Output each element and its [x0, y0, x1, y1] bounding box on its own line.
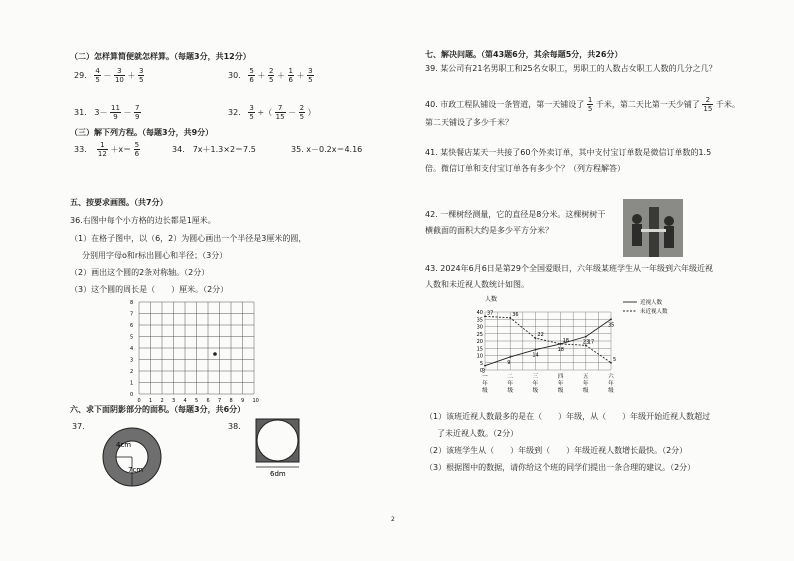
chart-data-label: 18 — [557, 346, 564, 353]
side-label: 6dm — [270, 470, 286, 478]
denominator: 9 — [113, 113, 118, 121]
question-33 — [74, 141, 140, 158]
fraction — [114, 67, 125, 84]
fraction — [138, 67, 144, 84]
grid-x-label: 5 — [195, 398, 199, 404]
chart-x-tick-label: 年 — [507, 381, 513, 387]
grid-y-labels — [130, 300, 133, 398]
question-29 — [74, 67, 144, 84]
denominator: 6 — [288, 76, 293, 84]
q40-text: 千米，第二天比第一天少铺了 — [595, 100, 700, 109]
fraction — [288, 67, 294, 84]
numerator: 3 — [138, 67, 144, 75]
legend-label: 未近视人数 — [640, 309, 668, 315]
grid-y-label: 4 — [130, 346, 134, 352]
chart-data-label: 35 — [608, 322, 615, 329]
grid-x-label: 4 — [183, 398, 187, 404]
q32-number: 32. — [228, 108, 241, 117]
chart-x-tick-label: 三 — [532, 374, 539, 380]
chart-x-tick-label: 级 — [507, 388, 513, 394]
question-36-part-1-cont: 分别用字母o和r标出圆心和半径；（3分） — [82, 251, 228, 260]
denominator: 15 — [703, 105, 713, 113]
chart-data-label: 37 — [487, 310, 494, 317]
chart-x-tick-label: 年 — [532, 381, 539, 387]
operator: ＋ — [276, 71, 285, 80]
question-32 — [228, 104, 316, 121]
question-43: 43. 2024年6月6日是第29个全国爱眼日，六年级某班学生从一年级到六年级近视 — [425, 264, 713, 273]
chart-data-label: 22 — [537, 332, 544, 339]
section-2-title: （二）怎样算简便就怎样算。（每题3分，共12分） — [70, 52, 251, 61]
chart-data-label: 18 — [562, 337, 569, 344]
fraction — [307, 67, 313, 84]
chart-data-label: 17 — [587, 339, 595, 346]
chart-point — [535, 349, 537, 351]
grid-y-label: 7 — [130, 311, 134, 318]
fraction — [134, 141, 140, 158]
operator: ） — [307, 108, 316, 117]
denominator: 5 — [249, 113, 254, 121]
question-42: 42. 一棵树经测量，它的直径是8分米。这棵树树干 — [425, 210, 606, 219]
fraction — [275, 104, 286, 121]
chart-point — [484, 365, 486, 367]
numerator: 1 — [587, 96, 593, 104]
question-40 — [425, 96, 740, 113]
numerator: 7 — [275, 104, 286, 113]
numerator: 11 — [111, 104, 120, 112]
denominator: 12 — [97, 150, 107, 158]
chart-x-tick-label: 五 — [583, 374, 589, 380]
q29-number: 29. — [74, 71, 87, 80]
chart-y-title: 人数 — [485, 296, 498, 303]
legend-label: 近视人数 — [640, 300, 663, 306]
numerator: 7 — [135, 104, 140, 112]
operator: － — [103, 71, 112, 80]
right-page — [391, 0, 794, 561]
denominator: 5 — [138, 76, 144, 84]
chart-point — [560, 343, 562, 345]
fraction — [134, 104, 140, 121]
chart-x-tick-label: 年 — [583, 381, 589, 387]
numerator: 3 — [249, 104, 254, 112]
chart-x-tick-label: 级 — [608, 388, 614, 394]
grid-y-label: 0 — [130, 392, 134, 398]
denominator: 5 — [308, 76, 313, 84]
question-34: 34. 7x＋1.3×2＝7.5 — [172, 145, 256, 154]
numerator: 5 — [249, 67, 254, 75]
grid-y-label: 1 — [130, 380, 134, 387]
fraction — [110, 104, 121, 121]
chart-x-tick-label: 年 — [557, 381, 564, 387]
grid-x-labels — [138, 398, 259, 404]
chart-y-tick-label: 25 — [476, 331, 483, 338]
square-circle-figure — [255, 418, 300, 478]
question-36-part-1: （1）在格子图中，以（6，2）为圆心画出一个半径是3厘米的圆， — [70, 234, 307, 243]
chart-point — [585, 336, 587, 338]
fraction — [248, 67, 254, 84]
numerator: 2 — [702, 96, 713, 105]
chart-x-tick-label: 级 — [482, 388, 488, 394]
chart-y-tick-label: 20 — [476, 339, 483, 345]
chart-x-tick-label: 级 — [583, 388, 589, 394]
denominator: 5 — [299, 113, 305, 121]
chart-y-tick-label: 5 — [479, 360, 483, 367]
chart-x-tick-label: 级 — [532, 388, 539, 394]
question-43-cont: 人数和未近视人数统计如图。 — [425, 280, 529, 289]
chart-y-tick-label: 10 — [476, 353, 483, 360]
denominator: 5 — [95, 76, 100, 84]
chart-x-tick-label: 一 — [482, 374, 488, 380]
fraction — [94, 67, 100, 84]
chart-y-tick-label: 0 — [479, 368, 483, 374]
chart-x-tick-label: 四 — [557, 374, 564, 380]
section-6-title: 六、求下面阴影部分的面积。（每题3分，共6分） — [70, 405, 246, 414]
question-37: 37. — [72, 422, 85, 431]
denominator: 9 — [135, 113, 140, 121]
grid-y-label: 5 — [130, 334, 134, 341]
q40-text: 40. 市政工程队铺设一条管道，第一天铺设了 — [425, 100, 585, 109]
grid-x-label: 8 — [229, 398, 233, 404]
grid-y-label: 2 — [130, 369, 134, 375]
q33-number: 33. — [74, 145, 87, 154]
coordinate-grid — [126, 300, 264, 406]
chart-point — [610, 318, 612, 320]
chart-y-ticks — [476, 310, 486, 375]
numerator: 4 — [95, 67, 100, 75]
question-31 — [74, 104, 141, 121]
grid-y-label: 6 — [130, 323, 134, 329]
denominator: 6 — [134, 150, 140, 158]
grid-x-label: 6 — [206, 398, 210, 404]
page-number: 2 — [391, 516, 395, 523]
grid-x-label: 0 — [137, 398, 141, 404]
question-36: 36.右图中每个小方格的边长都是1厘米。 — [70, 216, 216, 225]
q31-number: 31. — [74, 108, 87, 117]
operand: ＋x＝ — [110, 145, 132, 154]
fraction — [248, 104, 254, 121]
question-41-cont: 倍。微信订单和支付宝订单各有多少个？（列方程解答） — [425, 164, 625, 173]
chart-x-tick-label: 年 — [608, 381, 614, 387]
numerator: 3 — [114, 67, 125, 76]
annulus-figure — [100, 425, 164, 489]
grid-x-label: 3 — [172, 398, 176, 404]
chart-x-tick-label: 六 — [608, 374, 614, 380]
question-43-part-2: （2）该班学生从（ ）年级到（ ）年级近视人数增长最快。（2分） — [425, 446, 688, 455]
question-36-part-2: （2）画出这个圆的2条对称轴。（2分） — [70, 268, 210, 277]
chart-data-label: 23 — [582, 339, 590, 346]
grid-x-label: 7 — [218, 398, 222, 404]
grid-y-label: 3 — [130, 357, 134, 364]
operator: ＋ — [127, 71, 136, 80]
fraction — [587, 96, 593, 113]
chart-y-tick-label: 40 — [476, 310, 483, 316]
denominator: 5 — [587, 105, 593, 113]
question-38: 38. — [228, 422, 241, 431]
section-7-title: 七、解决问题。（第43题6分，其余每题5分，共26分） — [425, 50, 623, 59]
question-42-cont: 横截面的面积大约是多少平方分米？ — [425, 226, 553, 235]
inscribed-circle — [257, 420, 298, 461]
chart-data-label: 14 — [532, 352, 539, 359]
chart-x-ticks — [482, 372, 614, 394]
outer-radius-label: 7cm — [128, 466, 144, 474]
question-30 — [228, 67, 314, 84]
chart-x-tick-label: 二 — [507, 374, 513, 380]
question-43-part-1-cont: 了未近视人数。（2分） — [437, 429, 519, 438]
grid-x-label: 9 — [241, 398, 245, 404]
chart-point — [610, 362, 612, 364]
numerator: 2 — [268, 67, 274, 75]
chart-data-label: 3 — [482, 368, 486, 375]
numerator: 5 — [134, 141, 140, 149]
denominator: 15 — [275, 113, 285, 121]
numerator: 2 — [299, 104, 305, 112]
operator: ÷（ — [257, 108, 273, 117]
question-36-part-3: （3）这个圆的周长是（ ）厘米。（2分） — [70, 285, 229, 294]
grid-x-label: 2 — [160, 398, 164, 404]
chart-data-label: 5 — [613, 356, 617, 363]
numerator: 1 — [288, 67, 293, 75]
grid-x-label: 10 — [252, 398, 259, 404]
grid-y-label: 8 — [130, 300, 134, 306]
chart-point — [509, 317, 511, 319]
question-43-part-1: （1）该班近视人数最多的是在（ ）年级，从（ ）年级开始近视人数超过 — [425, 412, 711, 421]
operator: － — [288, 108, 297, 117]
grid-x-label: 1 — [149, 398, 153, 404]
fraction — [268, 67, 274, 84]
fraction — [702, 96, 713, 113]
q30-number: 30. — [228, 71, 241, 80]
tree-measurement-photo — [623, 199, 683, 257]
grid-center-dot — [213, 352, 217, 356]
question-43-part-3: （3）根据图中的数据，请你给这个班的同学们提出一条合理的建议。（2分） — [425, 463, 696, 472]
numerator: 3 — [308, 67, 313, 75]
operand: 3－ — [94, 108, 108, 117]
inner-radius-label: 4cm — [116, 441, 132, 449]
q40-text: 千米。 — [715, 100, 740, 109]
chart-legend — [623, 298, 668, 315]
numerator: 1 — [97, 141, 108, 150]
question-40-cont: 第二天铺设了多少千米？ — [425, 118, 513, 127]
chart-x-tick-label: 年 — [482, 381, 488, 387]
section-5-title: 五、按要求画图。（共7分） — [70, 198, 168, 207]
operator: － — [123, 108, 132, 117]
chart-y-tick-label: 30 — [476, 324, 483, 331]
myopia-line-chart — [457, 294, 707, 408]
section-3-title: （三）解下列方程。（每题3分，共9分） — [70, 128, 214, 137]
denominator: 6 — [249, 76, 254, 84]
fraction — [299, 104, 305, 121]
operator: ＋ — [296, 71, 305, 80]
chart-point — [535, 337, 537, 339]
operator: ＋ — [257, 71, 266, 80]
question-39: 39. 某公司有21名男职工和25名女职工，男职工的人数占女职工人数的几分之几？ — [425, 64, 717, 73]
chart-point — [484, 315, 486, 317]
denominator: 5 — [268, 76, 274, 84]
question-35: 35. x－0.2x＝4.16 — [291, 145, 363, 154]
denominator: 10 — [114, 76, 124, 84]
grid-lines — [139, 302, 254, 394]
chart-point — [509, 356, 511, 358]
chart-x-tick-label: 级 — [557, 388, 564, 394]
photo-illustration — [623, 199, 683, 257]
chart-data-label: 36 — [512, 311, 519, 318]
question-41: 41. 某快餐店某天一共接了60个外卖订单，其中支付宝订单数是微信订单数的1.5 — [425, 148, 712, 157]
chart-y-tick-label: 15 — [476, 346, 483, 353]
fraction — [97, 141, 108, 158]
chart-y-tick-label: 35 — [476, 317, 483, 324]
chart-data-label: 9 — [507, 359, 511, 366]
